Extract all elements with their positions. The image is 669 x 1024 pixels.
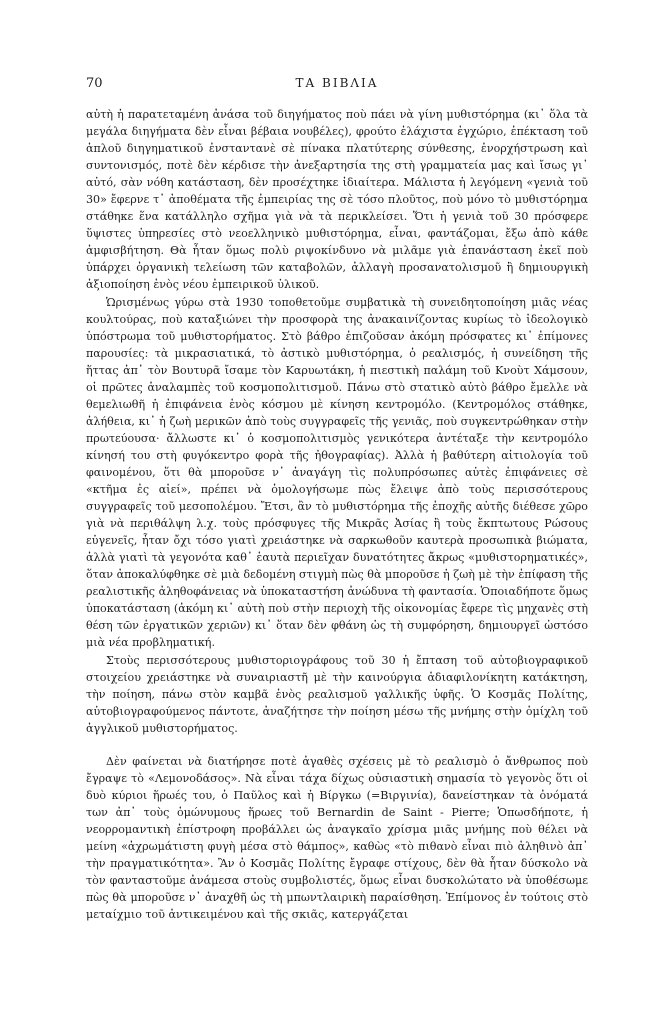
page-number: 70 bbox=[86, 76, 103, 91]
body-text bbox=[86, 106, 588, 923]
page-header bbox=[86, 76, 588, 96]
paragraph-2: Ὡρισμένως γύρω στὰ 1930 τοποθετοῦμε συμβατικὰ τὴ συνειδητοποίηση μιᾶς νέας κουλτούρας, ποὺ καταξιώνει τὴν προσφορὰ της ἀνακαινίζοντας κυρίως τὸ ἰδεολογικὸ ὑπόστρωμα τοῦ μυθιστορήματος. Στὸ βάθρο ἐπιζοῦσαν ἀκόμη πρόσφατες κι᾿ ἐπίμονες παρουσίες: τὰ μικρασιατικά, τὸ ἀστικὸ μυθιστόρημα, ὁ ρεαλισμός, ἡ συνείδηση τῆς ἥττας ἀπ᾿ τὸν Βουτυρᾶ ἴσαμε τὸν Καρυωτάκη, ἡ πιεστικὴ παλάμη τοῦ Κνοὺτ Χάμσουν, οἱ πρῶτες ἀναλαμπὲς τοῦ κοσμοπολιτισμοῦ. Πάνω στὸ στατικὸ αὐτὸ βάθρο ἔμελλε νὰ θεμελιωθῆ ἡ ἐπιφάνεια ἑνὸς κόσμου μὲ κίνηση κεντρομόλο. (Κεντρομόλος στάθηκε, ἀλήθεια, κι᾿ ἡ ζωὴ μερικῶν ἀπὸ τοὺς συγγραφεῖς τῆς γενιᾶς, ποὺ συγκεντρώθηκαν στὴν πρωτεύουσα· ἄλλωστε κι᾿ ὁ κοσμοπολιτισμὸς γενικότερα ἀντέταξε τὴν κεντρομόλο κίνησή του στὴ φυγόκεντρο φορὰ τῆς ἠθογραφίας). Ἀλλὰ ἡ βαθύτερη αἰτιολογία τοῦ φαινομένου, ὅτι θὰ μποροῦσε ν᾿ ἀναγάγη τὶς πολυπρόσωπες αὐτὲς ἐπιφάνειες σὲ «κτῆμα ἐς αἰεί», πρέπει νὰ ὁμολογήσωμε πὼς ἔλειψε ἀπὸ τοὺς περισσότερους συγγραφεῖς τοῦ μεσοπολέμου. Ἔτσι, ἂν τὸ μυθιστόρημα τῆς ἐποχῆς αὐτῆς διέθεσε χῶρο γιὰ νὰ περιθάλψη λ.χ. τοὺς πρόσφυγες τῆς Μικρᾶς Ἀσίας ἢ τοὺς ἔκπτωτους Ρώσους εὐγενεῖς, ἦταν ὄχι τόσο γιατὶ χρειάστηκε νὰ σαρκωθοῦν καυτερὰ προσωπικὰ βιώματα, ἀλλὰ γιατὶ τὰ γεγονότα καθ᾿ ἑαυτὰ περιεῖχαν δυνατότητες ἄκρως «μυθιστορηματικές», ὅταν ἀποκαλύφθηκε σὲ μιὰ δεδομένη στιγμὴ πὼς θὰ μποροῦσε ἡ ζωὴ μὲ τὴν ἐπίφαση τῆς ρεαλιστικῆς ἀληθοφάνειας νὰ ὑποκαταστήση ἀνώδυνα τὴ φαντασία. Ὁποιαδήποτε ὅμως ὑποκατάσταση (ἀκόμη κι᾿ αὐτὴ ποὺ στὴν περιοχὴ τῆς οἰκονομίας ἔφερε τὶς μηχανὲς στὴ θέση τῶν ἐργατικῶν χεριῶν) κι᾿ ὅταν δὲν φθάνη ὡς τὴ συμφόρηση, δημιουργεῖ ὡστόσο μιὰ νέα προβληματική. bbox=[86, 295, 588, 650]
paragraph-3: Στοὺς περισσότερους μυθιστοριογράφους τοῦ 30 ἡ ἔπταση τοῦ αὐτοβιογραφικοῦ στοιχείου χρειάστηκε νὰ συναιριαστῆ μὲ τὴν καινούργια ἀδιαφιλονίκητη κατάκτηση, τὴν ποίηση, πάνω στὸν καμβᾶ ἑνὸς ρεαλισμοῦ γαλλικῆς ὑφῆς. Ὁ Κοσμᾶς Πολίτης, αὐτοβιογραφούμενος πάντοτε, ἀναζήτησε τὴν ποίηση μέσω τῆς μνήμης στὴν ὁμίχλη τοῦ ἀγγλικοῦ μυθιστορήματος. bbox=[86, 653, 588, 735]
paragraph-1: αὐτὴ ἡ παρατεταμένη ἀνάσα τοῦ διηγήματος ποὺ πάει νὰ γίνη μυθιστόρημα (κι᾿ ὅλα τὰ μεγάλα διηγήματα δὲν εἶναι βέβαια νουβέλες), φρούτο ἐλάχιστα ἐγχώριο, ἐπέκταση τοῦ ἁπλοῦ διηγηματικοῦ ἐνσταντανὲ σὲ πίνακα πλατύτερης σύνθεσης, ἐνορχήστρωση καὶ συντονισμός, ποτὲ δὲν κέρδισε τὴν ἀνεξαρτησία της στὴ γραμματεία μας καὶ ἴσως γι᾿ αὐτό, σὰν νόθη κατάσταση, δὲν προσέχτηκε ἰδιαίτερα. Μάλιστα ἡ λεγόμενη «γενιὰ τοῦ 30» ἔφερνε τ᾿ ἀποθέματα τῆς ἐμπειρίας της σὲ τόσο πλοῦτος, ποὺ μόνο τὸ μυθιστόρημα στάθηκε ἕνα κατάλληλο σχῆμα γιὰ νὰ τὰ περικλείσει. Ὅτι ἡ γενιὰ τοῦ 30 πρόσφερε ὕψιστες ὑπηρεσίες στὸ νεοελληνικὸ μυθιστόρημα, εἶναι, φαντάζομαι, ἔξω ἀπὸ κάθε ἀμφισβήτηση. Θὰ ἦταν ὅμως πολὺ ριψοκίνδυνο νὰ μιλᾶμε γιὰ ἐπανάσταση ἐκεῖ ποὺ ὑπάρχει ὀργανικὴ τελείωση τῶν καταβολῶν, ἀλλαγὴ προσανατολισμοῦ ἢ δημιουργικὴ ἀξιοποίηση ἑνὸς νέου ἐμπειρικοῦ ὑλικοῦ. bbox=[86, 108, 588, 292]
paragraph-4: Δὲν φαίνεται νὰ διατήρησε ποτὲ ἀγαθὲς σχέσεις μὲ τὸ ρεαλισμὸ ὁ ἄνθρωπος ποὺ ἔγραψε τὸ «Λεμονοδάσος». Νὰ εἶναι τάχα δίχως οὐσιαστικὴ σημασία τὸ γεγονὸς ὅτι οἱ δυὸ κύριοι ἥρωές του, ὁ Παῦλος καὶ ἡ Βίργκω (=Βιργινία), δανείστηκαν τὰ ὀνόματά των ἀπ᾿ τοὺς ὁμώνυμους ἥρωες τοῦ Bernardin de Saint - Pierre; Ὁπωσδήποτε, ἡ νεορρομαντικὴ ἐπίστροφη προβάλλει ὡς ἀναγκαῖο χρίσμα μιᾶς μνήμης ποὺ θέλει νὰ μείνη «ἀχρωμάτιστη φυγὴ μέσα στὸ θάμπος», καθὼς «τὸ πιθανὸ εἶναι πιὸ ἀληθινὸ ἀπ᾿ τὴν πραγματικότητα». Ἂν ὁ Κοσμᾶς Πολίτης ἔγραφε στίχους, δὲν θὰ ἦταν δύσκολο νὰ τὸν φανταστοῦμε ἀνάμεσα στοὺς συμβολιστές, ὅμως εἶναι δυσκολώτατο νὰ ὑποθέσωμε πὼς θὰ μποροῦσε ν᾿ ἀναχθῆ ὡς τὴ μπωντλαιρικὴ παραίσθηση. Ἐπίμονος ἐν τούτοις στὸ μεταίχμιο τοῦ ἀντικειμένου καὶ τῆς σκιᾶς, κατεργάζεται bbox=[86, 754, 588, 922]
running-head: ΤΑ ΒΙΒΛΙΑ bbox=[295, 76, 379, 90]
